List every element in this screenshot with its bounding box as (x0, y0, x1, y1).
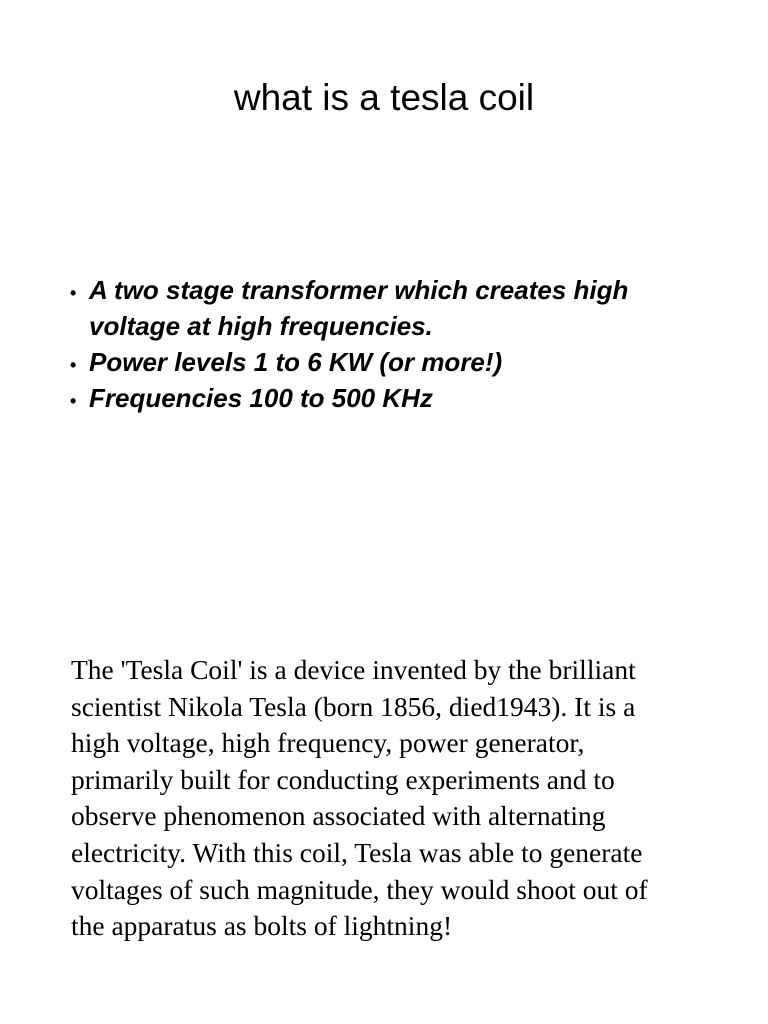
bullet-item (70, 344, 710, 380)
paragraph-line: electricity. With this coil, Tesla was able to generate (71, 836, 643, 868)
slide-title: what is a tesla coil (233, 77, 535, 118)
description-paragraph (71, 652, 731, 945)
bullet-text: Power levels 1 to 6 KW (or more!) (89, 347, 503, 377)
paragraph-line: voltages of such magnitude, they would shoot out of (71, 873, 648, 905)
bullet-icon: • (70, 283, 77, 303)
paragraph-line: The 'Tesla Coil' is a device invented by the brilliant (71, 654, 636, 685)
bullet-item (70, 272, 710, 344)
paragraph-line: the apparatus as bolts of lightning! (71, 910, 453, 942)
bullet-icon: • (70, 355, 77, 375)
paragraph-line: high voltage, high frequency, power generator, (71, 727, 585, 759)
bullet-list (70, 272, 710, 416)
bullet-text: A two stage transformer which creates high voltage at high frequencies. (89, 275, 629, 341)
bullet-text: Frequencies 100 to 500 KHz (89, 383, 433, 413)
bullet-icon: • (70, 391, 77, 411)
paragraph-line: observe phenomenon associated with alternating (71, 800, 606, 832)
paragraph-line: scientist Nikola Tesla (born 1856, died1943). It is a (71, 690, 636, 722)
paragraph-line: primarily built for conducting experiments and to (71, 763, 615, 795)
bullet-item (70, 380, 710, 416)
